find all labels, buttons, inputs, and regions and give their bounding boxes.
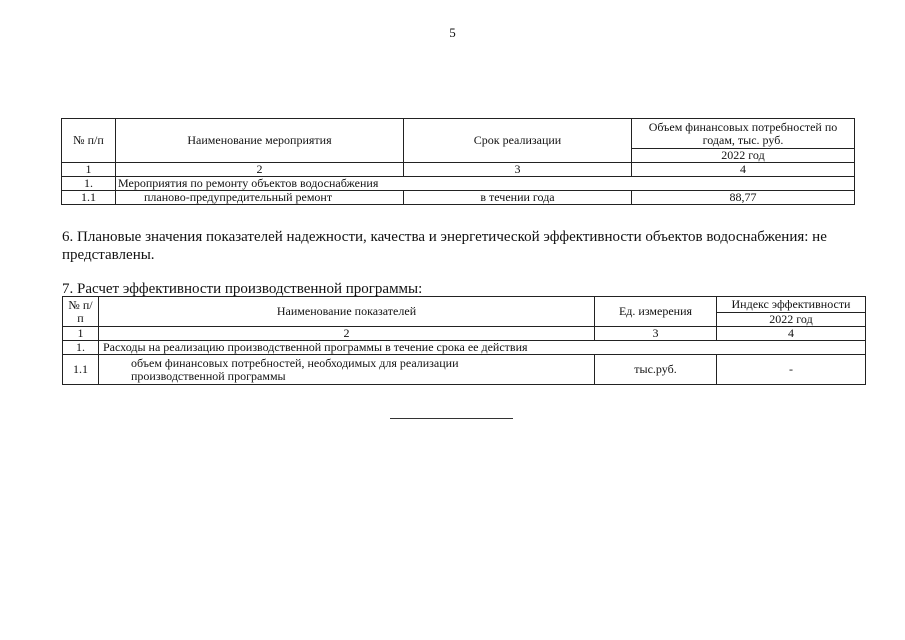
header-year: 2022 год bbox=[632, 149, 855, 163]
header-number: № п/п bbox=[63, 297, 99, 327]
measure-term: в течении года bbox=[404, 191, 632, 205]
efficiency-table bbox=[62, 296, 866, 385]
section-7-title: 7. Расчет эффективности производственной программы: bbox=[62, 281, 423, 297]
repair-measures-table bbox=[61, 118, 855, 205]
column-index-cell: 4 bbox=[632, 163, 855, 177]
section-title: Расходы на реализацию производственной программы в течение срока ее действия bbox=[99, 341, 866, 355]
header-number: № п/п bbox=[62, 119, 116, 163]
measure-name: планово-предупредительный ремонт bbox=[116, 191, 404, 205]
column-index-cell: 2 bbox=[99, 327, 595, 341]
column-index-cell: 4 bbox=[717, 327, 866, 341]
indicator-unit: тыс.руб. bbox=[595, 355, 717, 385]
page-number: 5 bbox=[449, 25, 456, 40]
header-measure-name: Наименование мероприятия bbox=[116, 119, 404, 163]
row-number: 1.1 bbox=[62, 191, 116, 205]
row-number: 1.1 bbox=[63, 355, 99, 385]
column-index-cell: 3 bbox=[404, 163, 632, 177]
column-index-cell: 2 bbox=[116, 163, 404, 177]
column-index-cell: 3 bbox=[595, 327, 717, 341]
section-number: 1. bbox=[62, 177, 116, 191]
section-6-text: 6. Плановые значения показателей надежности, качества и энергетической эффективности объектов водоснабжения: не представлены. bbox=[62, 229, 827, 263]
header-financial-volume: Объем финансовых потребностей по годам, тыс. руб. bbox=[632, 119, 855, 149]
indicator-value: - bbox=[717, 355, 866, 385]
header-year: 2022 год bbox=[717, 313, 866, 327]
header-efficiency-index: Индекс эффективности bbox=[717, 297, 866, 313]
measure-value: 88,77 bbox=[632, 191, 855, 205]
end-divider bbox=[390, 418, 513, 419]
section-title: Мероприятия по ремонту объектов водоснабжения bbox=[116, 177, 855, 191]
header-unit: Ед. измерения bbox=[595, 297, 717, 327]
column-index-cell: 1 bbox=[63, 327, 99, 341]
section-number: 1. bbox=[63, 341, 99, 355]
header-term: Срок реализации bbox=[404, 119, 632, 163]
column-index-cell: 1 bbox=[62, 163, 116, 177]
indicator-name: объем финансовых потребностей, необходимых для реализации производственной программы bbox=[99, 355, 595, 385]
header-indicator-name: Наименование показателей bbox=[99, 297, 595, 327]
